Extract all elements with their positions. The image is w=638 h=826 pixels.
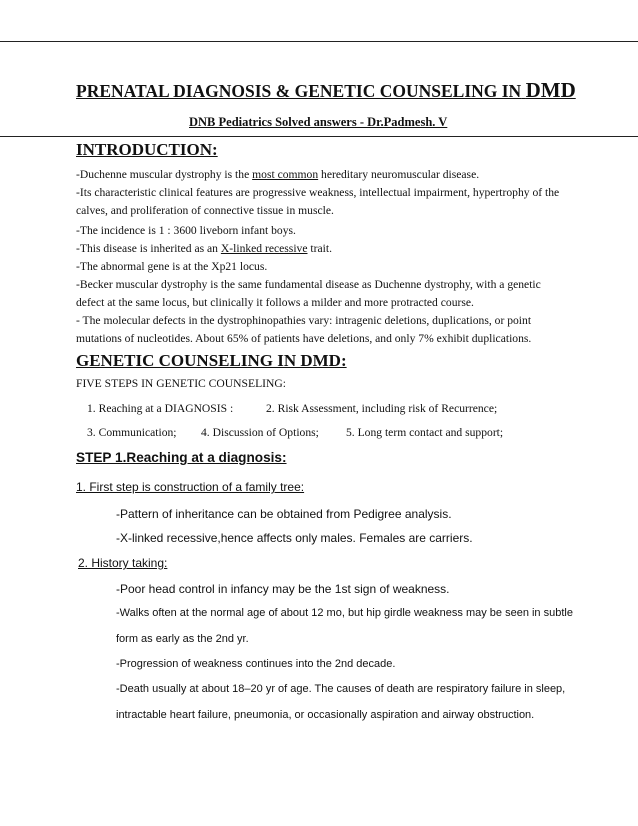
step-item-5: 5. Long term contact and support; [346, 426, 504, 439]
intro-paragraph-1 [76, 166, 576, 220]
intro-p3-line-2: mutations of nucleotides. About 65% of patients have deletions, and only 7% exhibit duplications. [76, 332, 532, 345]
intro-p1-line-2: -Its characteristic clinical features are progressive weakness, intellectual impairment, hypertrophy of the [76, 186, 560, 199]
history-line-5: -Death usually at about 18–20 yr of age. The causes of death are respiratory failure in sleep, [116, 683, 566, 695]
intro-p3-line-1: - The molecular defects in the dystrophinopathies vary: intragenic deletions, duplications, or point [76, 314, 532, 327]
five-steps-label: FIVE STEPS IN GENETIC COUNSELING: [76, 377, 286, 390]
top-rule [0, 41, 638, 42]
intro-p2-line-4: -Becker muscular dystrophy is the same fundamental disease as Duchenne dystrophy, with a genetic [76, 278, 541, 291]
pedigree-line: -Pattern of inheritance can be obtained from Pedigree analysis. [116, 507, 452, 521]
history-line-1: -Poor head control in infancy may be the 1st sign of weakness. [116, 582, 450, 596]
intro-p2-line-2 [76, 240, 576, 258]
history-line-3: form as early as the 2nd yr. [116, 633, 249, 645]
genetic-counseling-heading: GENETIC COUNSELING IN DMD: [76, 351, 347, 370]
intro-p2-line-1: -The incidence is 1 : 3600 liveborn infant boys. [76, 224, 296, 237]
history-taking-subheading: 2. History taking: [78, 556, 168, 570]
history-line-2: -Walks often at the normal age of about 12 mo, but hip girdle weakness may be seen in subtle [116, 607, 573, 619]
header-rule [0, 136, 638, 137]
history-line-6: intractable heart failure, pneumonia, or occasionally aspiration and airway obstruction. [116, 709, 535, 721]
intro-p1-line-1 [76, 166, 576, 184]
title-main: PRENATAL DIAGNOSIS & GENETIC COUNSELING IN [76, 81, 522, 101]
x-linked-recessive-emphasis: X-linked recessive [220, 242, 308, 255]
text-span: -This disease is inherited as an [76, 242, 221, 255]
intro-paragraph-2 [76, 222, 576, 312]
x-linked-line: -X-linked recessive,hence affects only males. Females are carriers. [116, 531, 473, 545]
most-common-emphasis: most common [252, 168, 319, 181]
introduction-heading: INTRODUCTION: [76, 140, 218, 159]
text-span: hereditary neuromuscular disease. [318, 168, 480, 181]
intro-paragraph-3 [76, 312, 576, 348]
intro-p1-line-3: calves, and proliferation of connective tissue in muscle. [76, 204, 334, 217]
text-span: -Duchenne muscular dystrophy is the [76, 168, 253, 181]
intro-p2-line-3: -The abnormal gene is at the Xp21 locus. [76, 260, 268, 273]
step-item-2: 2. Risk Assessment, including risk of Recurrence; [266, 402, 498, 415]
step-item-4: 4. Discussion of Options; [201, 426, 319, 439]
step-item-1: 1. Reaching at a DIAGNOSIS : [87, 402, 234, 415]
step-item-3: 3. Communication; [87, 426, 177, 439]
step1-heading: STEP 1.Reaching at a diagnosis: [76, 450, 287, 465]
intro-p2-line-5: defect at the same locus, but clinically it follows a milder and more protracted course. [76, 296, 474, 309]
title-emph: DMD [525, 78, 576, 102]
history-line-4: -Progression of weakness continues into the 2nd decade. [116, 658, 396, 670]
document-title [76, 78, 576, 103]
family-tree-subheading: 1. First step is construction of a family tree: [76, 480, 305, 494]
document-subtitle: DNB Pediatrics Solved answers - Dr.Padmesh. V [189, 115, 448, 129]
text-span: trait. [307, 242, 332, 255]
